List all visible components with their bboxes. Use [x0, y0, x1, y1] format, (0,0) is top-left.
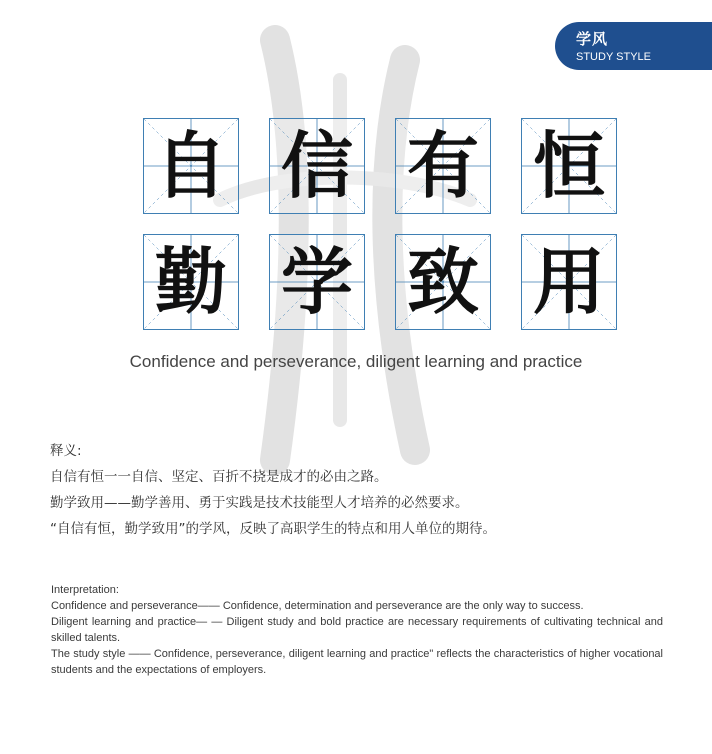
explanation-english: [51, 582, 663, 678]
motto-char-cell: [521, 118, 617, 214]
explanation-line: 勤学致用——勤学善用、勇于实践是技术技能型人才培养的必然要求。: [50, 495, 469, 511]
motto-char: 勤: [154, 239, 227, 324]
motto-char-cell: [269, 234, 365, 330]
motto-char: 用: [532, 239, 605, 324]
motto-char: 学: [280, 239, 353, 324]
motto-char: 恒: [532, 123, 605, 208]
interpretation-line: Diligent learning and practice— — Diligent study and bold practice are necessary requirements of cultivating technical and skilled talents.: [51, 616, 663, 644]
badge-title: 学风: [576, 30, 609, 48]
explanation-chinese: [50, 438, 496, 542]
motto-english: Confidence and perseverance, diligent learning and practice: [129, 352, 583, 371]
interpretation-heading: Interpretation:: [51, 584, 119, 596]
motto-char-cell: [143, 118, 239, 214]
motto-char: 致: [406, 239, 479, 324]
motto-char-cell: [143, 234, 239, 330]
interpretation-line: The study style —— Confidence, perseverance, diligent learning and practice" reflects the characteristics of higher vocational students and the expectations of employers.: [51, 648, 663, 676]
motto-char: 信: [280, 123, 353, 208]
motto-char: 自: [154, 123, 227, 208]
motto-char-cell: [395, 118, 491, 214]
badge-subtitle: STUDY STYLE: [576, 51, 651, 63]
interpretation-line: Confidence and perseverance—— Confidence, determination and perseverance are the only way to success.: [51, 600, 584, 612]
explanation-line: “自信有恒，勤学致用”的学风，反映了高职学生的特点和用人单位的期待。: [50, 521, 496, 537]
motto-char-cell: [269, 118, 365, 214]
section-badge: [555, 22, 712, 70]
explanation-line: 自信有恒一一自信、坚定、百折不挠是成才的必由之路。: [50, 469, 388, 485]
motto-char: 有: [406, 123, 479, 208]
motto-char-cell: [395, 234, 491, 330]
motto-char-cell: [521, 234, 617, 330]
explanation-heading: 释义:: [50, 443, 82, 459]
